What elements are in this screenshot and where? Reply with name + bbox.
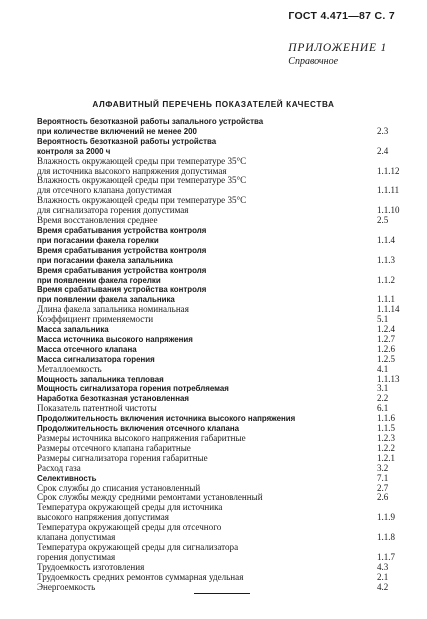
entry-reference: 1.2.6 <box>377 343 395 354</box>
entry-reference: 2.1 <box>377 571 389 582</box>
entry-text: Время срабатывания устройства контроля при появлении факела запальника <box>37 285 207 305</box>
index-entry <box>37 583 399 593</box>
index-entry <box>37 246 399 266</box>
appendix-subtitle: Справочное <box>288 56 339 67</box>
index-entry <box>37 315 399 325</box>
entry-text: Температура окружающей среды для сигнализатора горения допустимая <box>37 541 239 562</box>
entry-reference: 7.1 <box>377 472 389 483</box>
entry-reference: 1.1.12 <box>377 165 400 176</box>
entry-text: Температура окружающей среды для отсечного клапана допустимая <box>37 522 222 543</box>
entry-text: Трудоемкость изготовления <box>37 561 145 572</box>
index-list <box>37 117 399 593</box>
entry-reference: 2.6 <box>377 492 389 503</box>
entry-reference: 1.2.5 <box>377 353 395 364</box>
index-entry <box>37 196 399 216</box>
entry-text: Срок службы между средними ремонтами установленный <box>37 492 263 503</box>
entry-reference: 6.1 <box>377 403 389 414</box>
entry-text: Размеры сигнализатора горения габаритные <box>37 452 208 463</box>
index-entry <box>37 503 399 523</box>
entry-reference: 1.2.1 <box>377 452 395 463</box>
index-entry <box>37 137 399 157</box>
entry-text: Расход газа <box>37 462 81 473</box>
end-rule <box>194 593 250 594</box>
entry-reference: 5.1 <box>377 314 389 325</box>
entry-text: Энергоемкость <box>37 581 96 592</box>
entry-text: Наработка безотказная установленная <box>37 394 189 404</box>
entry-reference: 1.1.4 <box>377 234 395 245</box>
entry-reference: 3.1 <box>377 383 389 394</box>
entry-reference: 1.1.2 <box>377 274 395 285</box>
entry-text: Размеры отсечного клапана габаритные <box>37 442 191 453</box>
entry-reference: 4.1 <box>377 363 389 374</box>
entry-text: Масса отсечного клапана <box>37 344 137 354</box>
entry-reference: 4.2 <box>377 581 389 592</box>
index-entry <box>37 543 399 563</box>
entry-text: Вероятность безотказной работы устройства контроля за 2000 ч <box>37 136 217 156</box>
entry-text: Влажность окружающей среды при температуре 35°С для источника высокого напряжения допустимая <box>37 155 247 176</box>
entry-reference: 1.2.2 <box>377 442 395 453</box>
entry-text: Металлоемкость <box>37 363 102 374</box>
entry-text: Мощность сигнализатора горения потребляемая <box>37 384 229 394</box>
entry-reference: 1.2.3 <box>377 433 395 443</box>
entry-reference: 1.2.4 <box>377 324 395 335</box>
entry-reference: 2.5 <box>377 215 389 226</box>
entry-reference: 1.1.6 <box>377 413 395 424</box>
entry-reference: 3.2 <box>377 462 389 473</box>
entry-text: Время срабатывания устройства контроля при погасании факела горелки <box>37 225 207 245</box>
entry-reference: 1.2.7 <box>377 333 395 344</box>
entry-text: Мощность запальника тепловая <box>37 374 164 384</box>
entry-text: Продолжительность включения отсечного клапана <box>37 424 239 434</box>
entry-text: Селективность <box>37 473 97 483</box>
entry-text: Масса сигнализатора горения <box>37 354 155 364</box>
index-entry <box>37 414 399 424</box>
index-entry <box>37 285 399 305</box>
entry-text: Влажность окружающей среды при температуре 35°С для отсечного клапана допустимая <box>37 175 247 196</box>
entry-reference: 2.3 <box>377 125 389 136</box>
entry-text: Масса запальника <box>37 325 109 335</box>
index-entry <box>37 523 399 543</box>
index-entry <box>37 266 399 286</box>
page-header: ГОСТ 4.471—87 С. 7 <box>288 10 395 22</box>
entry-reference: 1.1.14 <box>377 304 400 315</box>
index-entry <box>37 226 399 246</box>
entry-reference: 1.1.1 <box>377 294 395 305</box>
entry-text: Размеры источника высокого напряжения габаритные <box>37 433 246 443</box>
appendix-block <box>288 42 387 68</box>
entry-text: Влажность окружающей среды при температуре 35°С для сигнализатора горения допустимая <box>37 195 247 216</box>
entry-text: Масса источника высокого напряжения <box>37 334 193 344</box>
entry-reference: 1.1.10 <box>377 205 400 216</box>
entry-reference: 1.1.11 <box>377 185 400 196</box>
document-title: АЛФАВИТНЫЙ ПЕРЕЧЕНЬ ПОКАЗАТЕЛЕЙ КАЧЕСТВА <box>92 100 335 109</box>
entry-text: Показатель патентной чистоты <box>37 403 157 414</box>
index-entry <box>37 157 399 177</box>
entry-reference: 1.1.8 <box>377 532 395 543</box>
entry-text: Длина факела запальника номинальная <box>37 304 189 315</box>
entry-reference: 1.1.13 <box>377 373 400 384</box>
appendix-title: ПРИЛОЖЕНИЕ 1 <box>288 42 387 54</box>
entry-reference: 1.1.7 <box>377 551 395 562</box>
index-entry <box>37 464 399 474</box>
entry-reference: 4.3 <box>377 561 389 572</box>
index-entry <box>37 216 399 226</box>
entry-text: Вероятность безотказной работы запального устройства при количестве включений не менее 200 <box>37 117 264 136</box>
entry-reference: 2.4 <box>377 145 389 156</box>
index-entry <box>37 384 399 394</box>
index-entry <box>37 404 399 414</box>
entry-reference: 2.7 <box>377 482 389 493</box>
entry-text: Время восстановления среднее <box>37 215 158 226</box>
index-entry <box>37 454 399 464</box>
entry-reference: 2.2 <box>377 393 389 404</box>
index-entry <box>37 365 399 375</box>
index-entry <box>37 335 399 345</box>
entry-text: Время срабатывания устройства контроля при погасании факела запальника <box>37 245 207 265</box>
entry-text: Время срабатывания устройства контроля при появлении факела горелки <box>37 265 207 285</box>
entry-reference: 1.1.3 <box>377 254 395 265</box>
index-entry <box>37 375 399 385</box>
entry-text: Температура окружающей среды для источника высокого напряжения допустимая <box>37 502 223 523</box>
entry-reference: 1.1.5 <box>377 423 395 434</box>
index-entry <box>37 325 399 335</box>
entry-text: Коэффициент применяемости <box>37 314 154 325</box>
entry-text: Трудоемкость средних ремонтов суммарная удельная <box>37 571 244 582</box>
entry-reference: 1.1.9 <box>377 512 395 523</box>
entry-text: Продолжительность включения источника высокого напряжения <box>37 414 296 424</box>
entry-text: Срок службы до списания установленный <box>37 482 201 493</box>
index-entry <box>37 117 399 137</box>
index-entry <box>37 176 399 196</box>
index-entry <box>37 345 399 355</box>
